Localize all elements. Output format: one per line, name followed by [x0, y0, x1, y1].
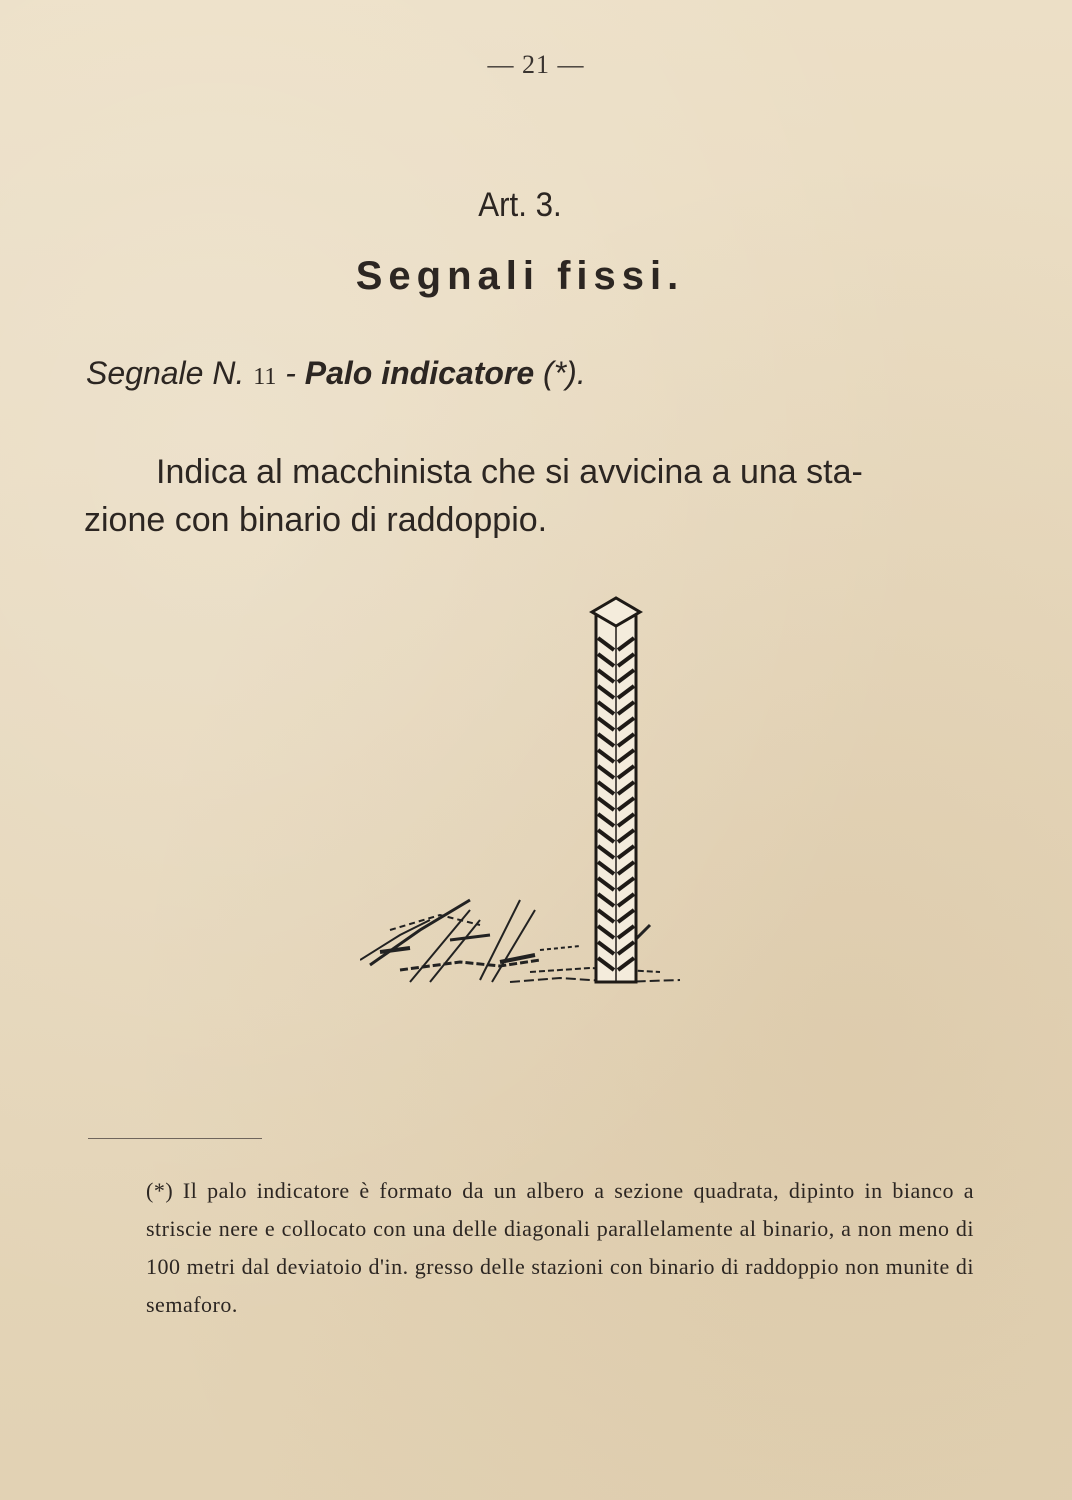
post-icon [592, 598, 640, 982]
footnote [88, 1172, 974, 1324]
body-line-2: zione con binario di raddoppio. [84, 501, 548, 539]
body-paragraph [84, 448, 964, 544]
section-title: Segnali fissi. [355, 254, 685, 298]
signal-separator: - [276, 355, 305, 391]
footnote-divider [88, 1138, 262, 1139]
article-label: Art. 3. [478, 186, 562, 224]
signal-name: Palo indicatore [304, 355, 535, 391]
page-number: — 21 — [487, 50, 585, 79]
indicator-post-illustration [360, 590, 700, 1000]
signal-heading [86, 355, 586, 392]
body-line-1: Indica al macchinista che si avvicina a una sta- [156, 453, 863, 491]
signal-note-ref: (*). [543, 355, 586, 391]
signal-number: 11 [253, 364, 277, 390]
signal-prefix: Segnale N. [86, 355, 245, 391]
footnote-text: (*) Il palo indicatore è formato da un albero a sezione quadrata, dipinto in bianco a striscie nere e collocato con una delle diagonali parallelamente al binario, a non meno di 100 metri dal deviatoio d'in. gresso delle stazioni con binario di raddoppio non munite di semaforo. [146, 1178, 974, 1317]
